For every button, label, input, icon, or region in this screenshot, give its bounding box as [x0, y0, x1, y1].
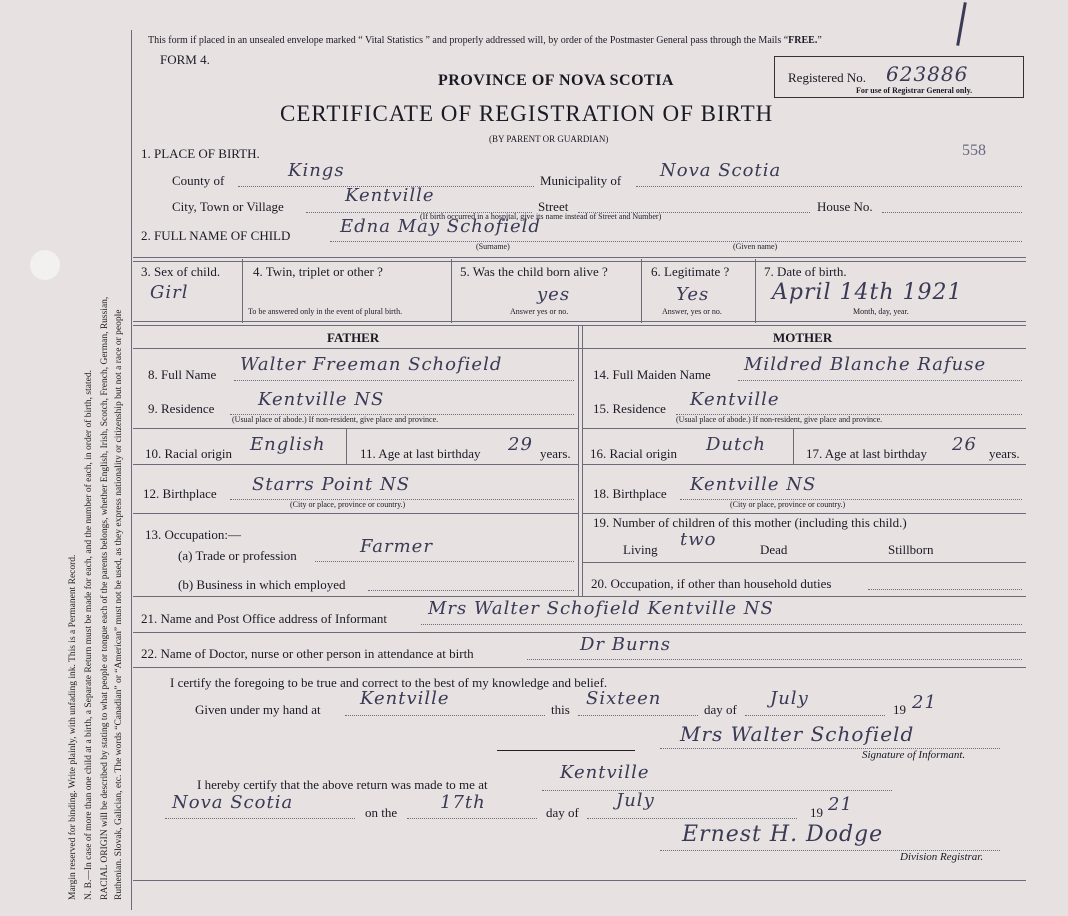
- date-of-birth-note: Month, day, year.: [853, 307, 909, 316]
- municipality-label: Municipality of: [540, 173, 622, 188]
- informant-label: 21. Name and Post Office address of Informant: [141, 611, 387, 626]
- mother-residence-note: (Usual place of abode.) If non-resident, give place and province.: [676, 415, 883, 424]
- legitimate-value: Yes: [676, 284, 710, 305]
- alive-note: Answer yes or no.: [510, 307, 569, 316]
- this-label: this: [551, 702, 570, 717]
- registered-number: 623886: [886, 62, 969, 86]
- father-residence-value: Kentville NS: [258, 389, 385, 410]
- margin-note-1: Margin reserved for binding. Write plainly, with unfading ink. This is a Permanent Record.: [68, 554, 78, 900]
- margin-note-4: Ruthenian. Slovak, Galician, etc. The words “Canadian” or “American” must not be used, as they express nationality or citizenship but not a race or people: [114, 309, 124, 900]
- registrar-note: For use of Registrar General only.: [856, 86, 973, 95]
- surname-note: (Surname): [476, 242, 510, 251]
- father-trade-label: (a) Trade or profession: [178, 548, 297, 563]
- form-number: FORM 4.: [160, 52, 210, 67]
- child-name-label: 2. FULL NAME OF CHILD: [141, 228, 291, 243]
- living-label: Living: [623, 542, 658, 557]
- father-race-value: English: [250, 434, 326, 455]
- municipality-value: Nova Scotia: [660, 160, 782, 181]
- city-label: City, Town or Village: [172, 199, 284, 214]
- mother-race-label: 16. Racial origin: [590, 446, 678, 461]
- alive-label: 5. Was the child born alive ?: [460, 264, 608, 279]
- date-of-birth-value: April 14th 1921: [772, 280, 963, 305]
- left-rule: [131, 30, 132, 910]
- father-residence-label: 9. Residence: [148, 401, 215, 416]
- given-label: Given under my hand at: [195, 702, 321, 717]
- informant-value: Mrs Walter Schofield Kentville NS: [428, 598, 774, 619]
- mother-name-value: Mildred Blanche Rafuse: [744, 354, 987, 375]
- father-name-value: Walter Freeman Schofield: [240, 354, 503, 375]
- signature-informant-label: Signature of Informant.: [862, 749, 966, 761]
- page-subtitle: (BY PARENT OR GUARDIAN): [489, 134, 609, 144]
- twin-note: To be answered only in the event of plural birth.: [248, 307, 403, 316]
- day-of-label: day of: [704, 702, 737, 717]
- registrar-province: Nova Scotia: [172, 792, 294, 813]
- certify-year-value: 21: [912, 692, 937, 713]
- dead-label: Dead: [760, 542, 788, 557]
- father-race-label: 10. Racial origin: [145, 446, 233, 461]
- mother-age-label: 17. Age at last birthday: [806, 446, 927, 461]
- this-day-value: Sixteen: [586, 688, 662, 709]
- registrar-year-value: 21: [828, 794, 853, 815]
- mother-occupation-label: 20. Occupation, if other than household duties: [591, 576, 832, 591]
- sex-label: 3. Sex of child.: [141, 264, 221, 279]
- registrar-year-prefix: 19: [810, 805, 823, 820]
- county-label: County of: [172, 173, 225, 188]
- given-place: Kentville: [360, 688, 450, 709]
- rule: [133, 257, 1026, 258]
- father-years: years.: [540, 446, 571, 461]
- twin-label: 4. Twin, triplet or other ?: [253, 264, 383, 279]
- father-birthplace-note: (City or place, province or country.): [290, 500, 406, 509]
- registered-label: Registered No.: [788, 70, 866, 85]
- page-title: CERTIFICATE OF REGISTRATION OF BIRTH: [280, 101, 774, 126]
- mother-birthplace-label: 18. Birthplace: [593, 486, 667, 501]
- father-trade-value: Farmer: [360, 536, 433, 557]
- postal-notice: This form if placed in an unsealed envelope marked “ Vital Statistics ” and properly addressed will, by order of the Postmaster General pass through the Mails “FREE.”: [148, 35, 822, 46]
- legitimate-label: 6. Legitimate ?: [651, 264, 730, 279]
- father-birthplace-label: 12. Birthplace: [143, 486, 217, 501]
- mother-residence-label: 15. Residence: [593, 401, 666, 416]
- certify-year-prefix: 19: [893, 702, 906, 717]
- mother-race-value: Dutch: [706, 434, 766, 455]
- registrar-day-value: 17th: [440, 792, 486, 813]
- corner-mark: 558: [962, 142, 986, 159]
- ink-stroke: [956, 2, 967, 46]
- alive-value: yes: [537, 284, 571, 305]
- informant-signature: Mrs Walter Schofield: [680, 722, 915, 746]
- father-residence-note: (Usual place of abode.) If non-resident, give place and province.: [232, 415, 439, 424]
- city-value: Kentville: [345, 185, 435, 206]
- living-value: two: [680, 529, 717, 550]
- seal-rule: [497, 750, 635, 751]
- father-birthplace-value: Starrs Point NS: [252, 474, 411, 495]
- registrar-signature: Ernest H. Dodge: [682, 822, 884, 847]
- mother-children-label: 19. Number of children of this mother (including this child.): [593, 515, 907, 530]
- mother-birthplace-value: Kentville NS: [690, 474, 817, 495]
- mother-heading: MOTHER: [773, 330, 833, 345]
- house-label: House No.: [817, 199, 873, 214]
- registrar-statement: I hereby certify that the above return was made to me at: [197, 777, 488, 792]
- county-value: Kings: [288, 160, 345, 181]
- binding-hole: [30, 250, 60, 280]
- stillborn-label: Stillborn: [888, 542, 934, 557]
- on-the-label: on the: [365, 805, 398, 820]
- father-name-label: 8. Full Name: [148, 367, 217, 382]
- mother-birthplace-note: (City or place, province or country.): [730, 500, 846, 509]
- place-of-birth-label: 1. PLACE OF BIRTH.: [141, 146, 260, 161]
- father-occupation-label: 13. Occupation:—: [145, 527, 242, 542]
- province-heading: PROVINCE OF NOVA SCOTIA: [438, 72, 674, 89]
- margin-note-2: N. B.—In case of more than one child at a birth, a Separate Return must be made for each, and the number of each, in order of birth, stated.: [84, 370, 94, 900]
- father-heading: FATHER: [327, 330, 380, 345]
- hospital-note: (If birth occurred in a hospital, give its name instead of Street and Number): [420, 212, 662, 221]
- date-of-birth-label: 7. Date of birth.: [764, 264, 847, 279]
- mother-age-value: 26: [952, 434, 977, 455]
- child-name-value: Edna May Schofield: [340, 216, 541, 237]
- given-name-note: (Given name): [733, 242, 778, 251]
- street-label: Street: [538, 199, 569, 214]
- mother-name-label: 14. Full Maiden Name: [593, 367, 711, 382]
- father-age-value: 29: [508, 434, 533, 455]
- center-divider: [578, 325, 579, 597]
- sex-value: Girl: [150, 282, 189, 303]
- certify-month-value: July: [770, 688, 809, 709]
- doctor-value: Dr Burns: [580, 634, 672, 655]
- registrar-day-of-label: day of: [546, 805, 579, 820]
- registrar-month-value: July: [616, 790, 655, 811]
- father-business-label: (b) Business in which employed: [178, 577, 346, 592]
- mother-years: years.: [989, 446, 1020, 461]
- father-age-label: 11. Age at last birthday: [360, 446, 481, 461]
- doctor-label: 22. Name of Doctor, nurse or other person in attendance at birth: [141, 646, 474, 661]
- margin-note-3: RACIAL ORIGIN will be described by stating to what people or tongue each of the parents belongs, whether English, Irish, Scotch, French, German, Russian,: [100, 296, 110, 900]
- legitimate-note: Answer, yes or no.: [662, 307, 722, 316]
- mother-residence-value: Kentville: [690, 389, 780, 410]
- certify-statement: I certify the foregoing to be true and correct to the best of my knowledge and belief.: [170, 675, 608, 690]
- registrar-place: Kentville: [560, 762, 650, 783]
- division-registrar-label: Division Registrar.: [900, 851, 984, 863]
